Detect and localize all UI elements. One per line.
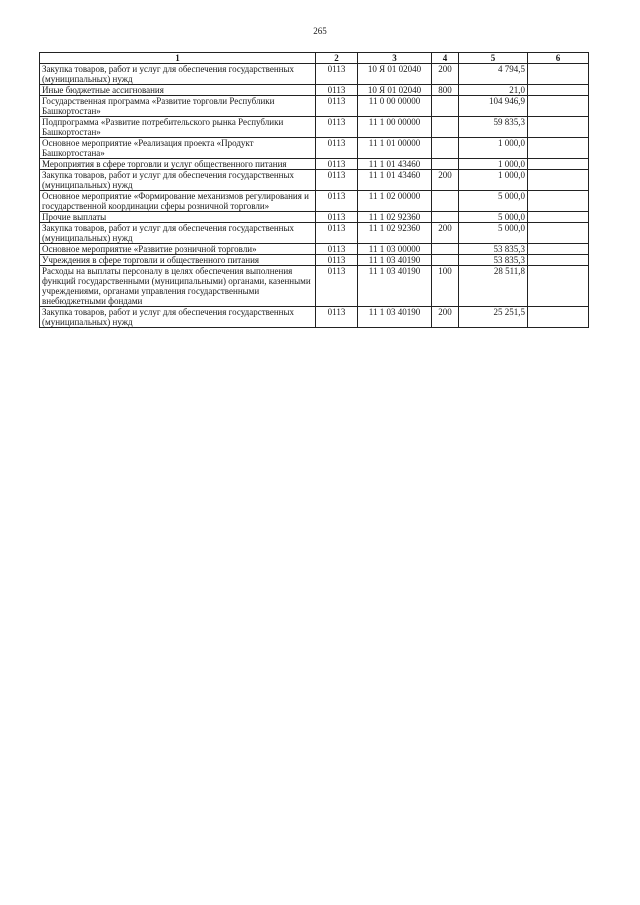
row-target-article-cell: 11 1 02 92360 [358, 223, 432, 244]
row-name-cell: Основное мероприятие «Реализация проекта «Продукт Башкортостана» [40, 138, 316, 159]
row-section-cell: 0113 [316, 244, 358, 255]
row-target-article-cell: 11 1 03 40190 [358, 307, 432, 328]
row-col6-cell [528, 191, 589, 212]
row-target-article-cell: 11 1 03 40190 [358, 266, 432, 307]
row-amount-cell: 5 000,0 [459, 212, 528, 223]
row-expense-type-cell [432, 159, 459, 170]
table-row [40, 170, 589, 191]
row-col6-cell [528, 307, 589, 328]
table-row [40, 96, 589, 117]
row-name-cell: Прочие выплаты [40, 212, 316, 223]
row-col6-cell [528, 96, 589, 117]
row-target-article-cell: 11 1 02 92360 [358, 212, 432, 223]
row-target-article-cell: 11 1 03 40190 [358, 255, 432, 266]
row-name-cell: Расходы на выплаты персоналу в целях обеспечения выполнения функций государственными (муниципальными) органами, казенными учреждениями, органами управления государственными внебюджетными фондами [40, 266, 316, 307]
row-name-cell: Закупка товаров, работ и услуг для обеспечения государственных (муниципальных) нужд [40, 307, 316, 328]
row-name-cell: Подпрограмма «Развитие потребительского рынка Республики Башкортостан» [40, 117, 316, 138]
row-expense-type-cell [432, 138, 459, 159]
row-amount-cell: 53 835,3 [459, 255, 528, 266]
row-target-article-cell: 11 0 00 00000 [358, 96, 432, 117]
table-row [40, 138, 589, 159]
row-amount-cell: 28 511,8 [459, 266, 528, 307]
table-row [40, 266, 589, 307]
table-row [40, 117, 589, 138]
row-expense-type-cell [432, 255, 459, 266]
page-number: 265 [313, 26, 327, 36]
row-target-article-cell: 11 1 01 00000 [358, 138, 432, 159]
row-section-cell: 0113 [316, 170, 358, 191]
row-target-article-cell: 11 1 01 43460 [358, 170, 432, 191]
row-expense-type-cell [432, 117, 459, 138]
header-cell-5: 5 [459, 53, 528, 64]
row-expense-type-cell: 200 [432, 64, 459, 85]
table-body [40, 64, 589, 328]
row-section-cell: 0113 [316, 307, 358, 328]
row-section-cell: 0113 [316, 96, 358, 117]
header-cell-3: 3 [358, 53, 432, 64]
row-name-cell: Основное мероприятие «Формирование механизмов регулирования и государственной координации сферы розничной торговли» [40, 191, 316, 212]
table-row [40, 159, 589, 170]
table-row [40, 223, 589, 244]
row-target-article-cell: 10 Я 01 02040 [358, 64, 432, 85]
row-section-cell: 0113 [316, 266, 358, 307]
row-name-cell: Иные бюджетные ассигнования [40, 85, 316, 96]
row-col6-cell [528, 244, 589, 255]
row-target-article-cell: 10 Я 01 02040 [358, 85, 432, 96]
row-section-cell: 0113 [316, 85, 358, 96]
row-amount-cell: 1 000,0 [459, 170, 528, 191]
table-row [40, 255, 589, 266]
row-expense-type-cell: 200 [432, 307, 459, 328]
header-cell-2: 2 [316, 53, 358, 64]
row-col6-cell [528, 266, 589, 307]
budget-table [39, 52, 589, 328]
row-section-cell: 0113 [316, 64, 358, 85]
table-row [40, 212, 589, 223]
row-name-cell: Государственная программа «Развитие торговли Республики Башкортостан» [40, 96, 316, 117]
row-expense-type-cell [432, 244, 459, 255]
row-name-cell: Основное мероприятие «Развитие розничной торговли» [40, 244, 316, 255]
row-amount-cell: 4 794,5 [459, 64, 528, 85]
header-cell-6: 6 [528, 53, 589, 64]
row-amount-cell: 25 251,5 [459, 307, 528, 328]
row-section-cell: 0113 [316, 159, 358, 170]
header-cell-4: 4 [432, 53, 459, 64]
row-col6-cell [528, 170, 589, 191]
row-section-cell: 0113 [316, 212, 358, 223]
row-target-article-cell: 11 1 01 43460 [358, 159, 432, 170]
row-section-cell: 0113 [316, 138, 358, 159]
row-expense-type-cell: 800 [432, 85, 459, 96]
row-col6-cell [528, 64, 589, 85]
row-name-cell: Закупка товаров, работ и услуг для обеспечения государственных (муниципальных) нужд [40, 170, 316, 191]
row-target-article-cell: 11 1 02 00000 [358, 191, 432, 212]
table-row [40, 244, 589, 255]
row-amount-cell: 1 000,0 [459, 138, 528, 159]
table-row [40, 191, 589, 212]
row-col6-cell [528, 138, 589, 159]
row-expense-type-cell: 200 [432, 170, 459, 191]
row-expense-type-cell: 200 [432, 223, 459, 244]
row-expense-type-cell: 100 [432, 266, 459, 307]
row-target-article-cell: 11 1 03 00000 [358, 244, 432, 255]
row-col6-cell [528, 212, 589, 223]
row-name-cell: Закупка товаров, работ и услуг для обеспечения государственных (муниципальных) нужд [40, 64, 316, 85]
table-row [40, 85, 589, 96]
row-expense-type-cell [432, 96, 459, 117]
row-amount-cell: 5 000,0 [459, 191, 528, 212]
row-amount-cell: 21,0 [459, 85, 528, 96]
header-cell-1: 1 [40, 53, 316, 64]
row-amount-cell: 59 835,3 [459, 117, 528, 138]
row-name-cell: Учреждения в сфере торговли и общественного питания [40, 255, 316, 266]
row-expense-type-cell [432, 212, 459, 223]
row-amount-cell: 1 000,0 [459, 159, 528, 170]
row-col6-cell [528, 117, 589, 138]
row-target-article-cell: 11 1 00 00000 [358, 117, 432, 138]
row-col6-cell [528, 159, 589, 170]
row-section-cell: 0113 [316, 223, 358, 244]
row-col6-cell [528, 85, 589, 96]
row-section-cell: 0113 [316, 255, 358, 266]
row-col6-cell [528, 223, 589, 244]
row-col6-cell [528, 255, 589, 266]
row-amount-cell: 53 835,3 [459, 244, 528, 255]
row-expense-type-cell [432, 191, 459, 212]
table-header-row [40, 53, 589, 64]
row-name-cell: Закупка товаров, работ и услуг для обеспечения государственных (муниципальных) нужд [40, 223, 316, 244]
row-amount-cell: 104 946,9 [459, 96, 528, 117]
row-amount-cell: 5 000,0 [459, 223, 528, 244]
table-row [40, 307, 589, 328]
row-section-cell: 0113 [316, 117, 358, 138]
table-row [40, 64, 589, 85]
row-section-cell: 0113 [316, 191, 358, 212]
row-name-cell: Мероприятия в сфере торговли и услуг общественного питания [40, 159, 316, 170]
